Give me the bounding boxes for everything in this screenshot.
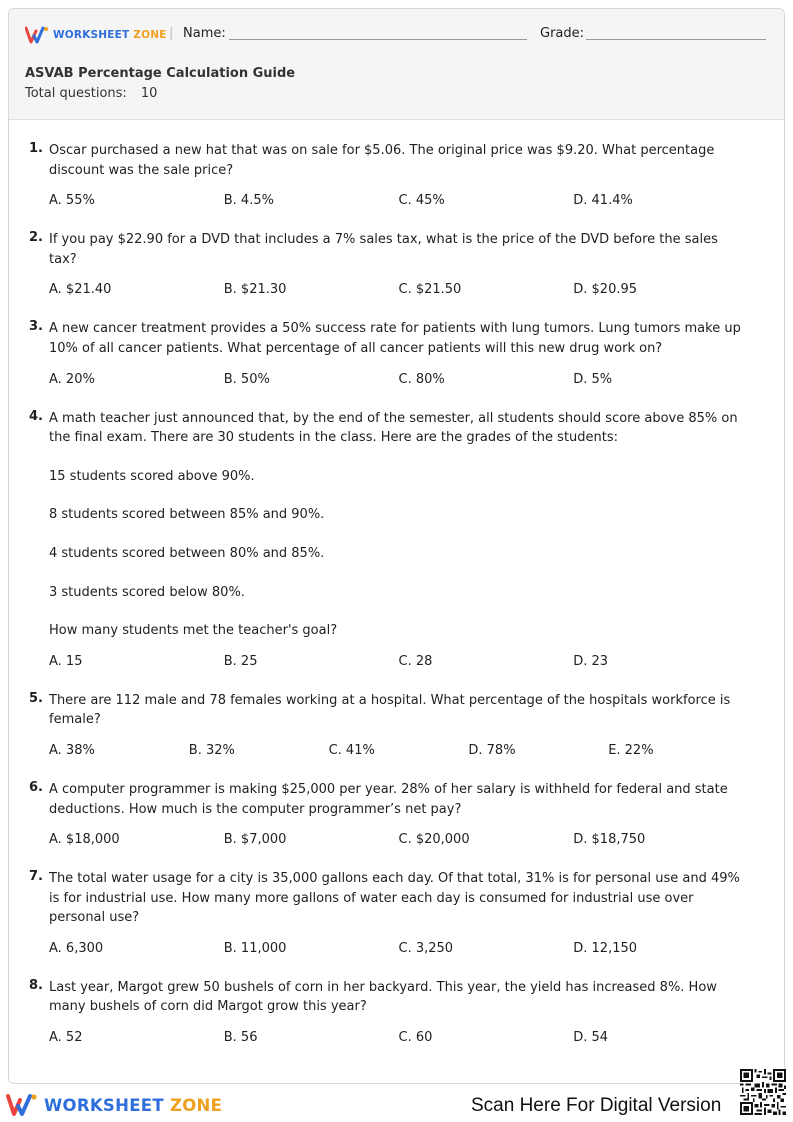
question-7 xyxy=(9,869,784,957)
answer-option-b[interactable]: B. $7,000 xyxy=(223,832,287,848)
question-paragraph: 4 students scored between 80% and 85%. xyxy=(49,545,325,561)
answer-option-a[interactable]: A. 55% xyxy=(49,193,95,209)
answer-options xyxy=(49,940,748,957)
answer-option-c[interactable]: C. 80% xyxy=(398,371,445,387)
answer-option-a[interactable]: A. 15 xyxy=(49,653,83,669)
question-text: If you pay $22.90 for a DVD that includes a 7% sales tax, what is the price of the DVD before the sales tax? xyxy=(49,232,718,267)
worksheet-zone-logo-icon xyxy=(25,26,49,44)
answer-option-a[interactable]: A. 52 xyxy=(49,1030,83,1046)
answer-options xyxy=(49,831,748,848)
question-8 xyxy=(9,978,784,1046)
answer-option-c[interactable]: C. 45% xyxy=(398,193,445,209)
answer-option-c[interactable]: C. 60 xyxy=(398,1030,433,1046)
question-6 xyxy=(9,780,784,848)
answer-option-c[interactable]: C. $21.50 xyxy=(398,282,462,298)
question-number: 4. xyxy=(29,408,43,424)
question-3 xyxy=(9,319,784,387)
answer-option-b[interactable]: B. 11,000 xyxy=(223,940,287,956)
question-text: There are 112 male and 78 females working at a hospital. What percentage of the hospitals workforce is female? xyxy=(49,692,731,728)
header-brand xyxy=(25,25,167,45)
answer-options xyxy=(49,653,748,670)
question-1 xyxy=(9,141,784,209)
qr-code-icon[interactable] xyxy=(740,1069,786,1115)
footer-brand xyxy=(6,1093,222,1117)
answer-option-b[interactable]: B. 32% xyxy=(188,742,235,758)
answer-option-d[interactable]: D. 5% xyxy=(573,371,613,387)
answer-option-b[interactable]: B. 25 xyxy=(223,653,258,669)
question-paragraph: 8 students scored between 85% and 90%. xyxy=(49,507,325,523)
question-text: A new cancer treatment provides a 50% success rate for patients with lung tumors. Lung tumors make up 10% of all cancer patients. What percentage of all cancer patients will this new drug work on? xyxy=(49,321,741,356)
question-text: Last year, Margot grew 50 bushels of corn in her backyard. This year, the yield has increased 8%. How many bushels of corn did Margot grow this year? xyxy=(49,979,717,1015)
question-list xyxy=(9,141,784,1067)
answer-option-d[interactable]: D. $20.95 xyxy=(573,282,638,298)
question-number: 2. xyxy=(29,230,43,246)
grade-field[interactable] xyxy=(586,39,766,40)
answer-option-a[interactable]: A. 20% xyxy=(49,371,95,387)
answer-options xyxy=(49,281,748,298)
answer-option-c[interactable]: C. 28 xyxy=(398,653,433,669)
question-2 xyxy=(9,230,784,298)
footer-brand-name: WORKSHEET ZONE xyxy=(44,1095,223,1115)
answer-option-b[interactable]: B. 50% xyxy=(223,371,270,387)
answer-option-d[interactable]: D. $18,750 xyxy=(573,832,646,848)
name-label: Name: xyxy=(183,26,226,41)
worksheet-title: ASVAB Percentage Calculation Guide xyxy=(25,66,296,81)
name-field[interactable] xyxy=(229,39,527,40)
question-paragraph: 15 students scored above 90%. xyxy=(49,468,255,484)
answer-option-c[interactable]: C. 41% xyxy=(328,742,375,758)
question-text: Oscar purchased a new hat that was on sale for $5.06. The original price was $9.20. What percentage discount was the sale price? xyxy=(49,143,715,178)
answer-option-e[interactable]: E. 22% xyxy=(608,742,654,758)
total-questions: Total questions: 10 xyxy=(25,86,158,101)
answer-option-d[interactable]: D. 54 xyxy=(573,1030,609,1046)
question-text: The total water usage for a city is 35,000 gallons each day. Of that total, 31% is for personal use and 49% is for industrial use. How many more gallons of water each day is consumed for industrial use over personal use? xyxy=(49,871,740,926)
answer-option-b[interactable]: B. 56 xyxy=(223,1030,258,1046)
answer-option-c[interactable]: C. $20,000 xyxy=(398,832,470,848)
worksheet-header xyxy=(9,9,784,120)
total-questions-value: 10 xyxy=(140,86,158,101)
answer-option-b[interactable]: B. 4.5% xyxy=(223,193,274,209)
answer-options xyxy=(49,371,748,388)
question-5 xyxy=(9,691,784,759)
answer-option-d[interactable]: D. 23 xyxy=(573,653,609,669)
answer-option-a[interactable]: A. 38% xyxy=(49,742,95,758)
question-number: 3. xyxy=(29,319,43,335)
worksheet-zone-logo-icon xyxy=(6,1093,38,1117)
answer-option-a[interactable]: A. $18,000 xyxy=(49,832,120,848)
answer-option-d[interactable]: D. 12,150 xyxy=(573,940,638,956)
question-number: 8. xyxy=(29,977,43,993)
answer-options xyxy=(49,192,748,209)
question-paragraph: How many students met the teacher's goal? xyxy=(49,623,338,639)
grade-label: Grade: xyxy=(540,26,585,41)
question-4 xyxy=(9,409,784,670)
answer-option-a[interactable]: A. 6,300 xyxy=(49,940,104,956)
header-separator: | xyxy=(169,26,174,41)
brand-name: WORKSHEET ZONE xyxy=(53,29,167,41)
question-text: A math teacher just announced that, by the end of the semester, all students should score above 85% on the final exam. There are 30 students in the class. Here are the grades of the students: xyxy=(49,410,738,446)
scan-instruction: Scan Here For Digital Version xyxy=(471,1095,722,1116)
worksheet-page xyxy=(8,8,785,1084)
answer-option-d[interactable]: D. 41.4% xyxy=(573,193,633,209)
answer-option-b[interactable]: B. $21.30 xyxy=(223,282,287,298)
question-number: 5. xyxy=(29,690,43,706)
question-number: 6. xyxy=(29,779,43,795)
answer-options xyxy=(49,1029,748,1046)
answer-option-c[interactable]: C. 3,250 xyxy=(398,940,454,956)
question-number: 7. xyxy=(29,869,43,885)
answer-option-a[interactable]: A. $21.40 xyxy=(49,282,112,298)
answer-option-d[interactable]: D. 78% xyxy=(468,742,516,758)
question-text: A computer programmer is making $25,000 per year. 28% of her salary is withheld for federal and state deductions. How much is the computer programmer’s net pay? xyxy=(49,781,728,817)
question-paragraph: 3 students scored below 80%. xyxy=(49,584,245,600)
question-number: 1. xyxy=(29,141,43,156)
answer-options xyxy=(49,742,748,759)
